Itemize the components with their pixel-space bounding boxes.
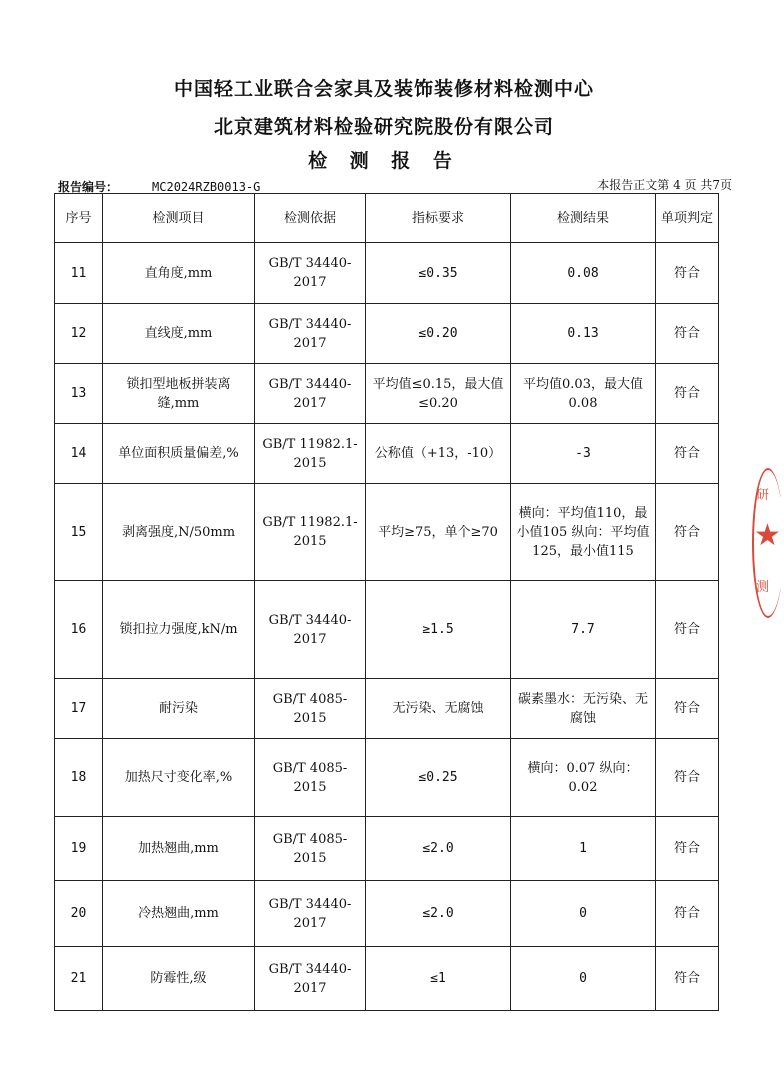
cell-requirement: ≤2.0 [366,817,511,881]
cell-requirement: ≤0.35 [366,243,511,304]
cell-basis: GB/T 34440-2017 [255,581,366,679]
cell-no: 12 [55,304,103,364]
report-number-label: 报告编号： [58,180,119,194]
cell-result: 1 [511,817,656,881]
table-row [55,679,719,739]
cell-requirement: 公称值（+13，-10） [366,424,511,484]
table-header-row [55,194,719,243]
org-title-line2: 北京建筑材料检验研究院股份有限公司 [213,116,554,138]
cell-result: 横向：0.07 纵向：0.02 [511,739,656,817]
cell-requirement: 平均≥75，单个≥70 [366,484,511,581]
col-header-no: 序号 [55,194,103,243]
cell-requirement: ≤2.0 [366,881,511,947]
col-header-basis: 检测依据 [255,194,366,243]
table-row [55,581,719,679]
cell-item: 冷热翘曲,mm [103,881,255,947]
cell-verdict: 符合 [656,947,719,1011]
cell-requirement: 无污染、无腐蚀 [366,679,511,739]
cell-no: 19 [55,817,103,881]
org-title-line1: 中国轻工业联合会家具及装饰装修材料检测中心 [173,78,594,100]
cell-basis: GB/T 11982.1-2015 [255,484,366,581]
cell-basis: GB/T 34440-2017 [255,304,366,364]
cell-basis: GB/T 11982.1-2015 [255,424,366,484]
cell-verdict: 符合 [656,739,719,817]
cell-item: 防霉性,级 [103,947,255,1011]
table-row [55,304,719,364]
cell-verdict: 符合 [656,679,719,739]
cell-result: 碳素墨水：无污染、无腐蚀 [511,679,656,739]
stamp-text-bottom: 测 [756,580,770,595]
cell-basis: GB/T 34440-2017 [255,947,366,1011]
report-title: 检 测 报 告 [308,150,460,172]
cell-basis: GB/T 34440-2017 [255,881,366,947]
cell-result: 7.7 [511,581,656,679]
cell-basis: GB/T 4085-2015 [255,817,366,881]
cell-verdict: 符合 [656,304,719,364]
table-row [55,739,719,817]
cell-result: 0 [511,881,656,947]
cell-verdict: 符合 [656,881,719,947]
cell-item: 耐污染 [103,679,255,739]
table-row [55,243,719,304]
col-header-requirement: 指标要求 [366,194,511,243]
cell-basis: GB/T 4085-2015 [255,739,366,817]
cell-result: 横向：平均值110，最小值105 纵向：平均值125，最小值115 [511,484,656,581]
cell-verdict: 符合 [656,424,719,484]
report-number-value: MC2024RZB0013-G [152,180,261,194]
col-header-result: 检测结果 [511,194,656,243]
cell-item: 直线度,mm [103,304,255,364]
cell-verdict: 符合 [656,581,719,679]
page-info: 本报告正文第 4 页 共7页 [597,178,732,192]
cell-result: 平均值0.03，最大值0.08 [511,364,656,424]
red-seal-stamp [752,468,784,618]
table-row [55,484,719,581]
test-results-table [54,193,719,1011]
cell-result: 0.08 [511,243,656,304]
col-header-item: 检测项目 [103,194,255,243]
table-row [55,817,719,881]
cell-item: 单位面积质量偏差,% [103,424,255,484]
stamp-text-top: 研 [756,488,770,503]
cell-no: 14 [55,424,103,484]
cell-verdict: 符合 [656,817,719,881]
cell-item: 加热翘曲,mm [103,817,255,881]
cell-item: 直角度,mm [103,243,255,304]
cell-no: 11 [55,243,103,304]
cell-item: 锁扣型地板拼装离缝,mm [103,364,255,424]
cell-no: 16 [55,581,103,679]
cell-requirement: ≤0.20 [366,304,511,364]
cell-item: 加热尺寸变化率,% [103,739,255,817]
cell-no: 17 [55,679,103,739]
table-row [55,364,719,424]
table-row [55,947,719,1011]
cell-no: 21 [55,947,103,1011]
cell-requirement: ≥1.5 [366,581,511,679]
col-header-verdict: 单项判定 [656,194,719,243]
cell-requirement: 平均值≤0.15，最大值≤0.20 [366,364,511,424]
cell-item: 锁扣拉力强度,kN/m [103,581,255,679]
cell-result: -3 [511,424,656,484]
cell-verdict: 符合 [656,364,719,424]
cell-no: 18 [55,739,103,817]
cell-result: 0.13 [511,304,656,364]
table-row [55,424,719,484]
table-row [55,881,719,947]
cell-basis: GB/T 34440-2017 [255,364,366,424]
cell-basis: GB/T 4085-2015 [255,679,366,739]
cell-no: 15 [55,484,103,581]
cell-no: 13 [55,364,103,424]
star-icon: ★ [754,518,781,553]
cell-no: 20 [55,881,103,947]
cell-result: 0 [511,947,656,1011]
cell-verdict: 符合 [656,484,719,581]
cell-item: 剥离强度,N/50mm [103,484,255,581]
cell-verdict: 符合 [656,243,719,304]
cell-basis: GB/T 34440-2017 [255,243,366,304]
cell-requirement: ≤1 [366,947,511,1011]
cell-requirement: ≤0.25 [366,739,511,817]
